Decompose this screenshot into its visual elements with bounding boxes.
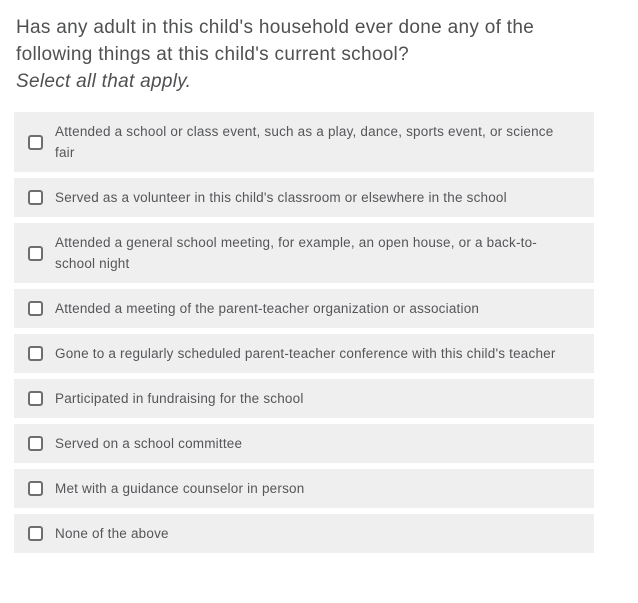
checkbox-unchecked-icon[interactable]: [28, 391, 43, 406]
option-label: Met with a guidance counselor in person: [55, 481, 305, 496]
option-label: Served as a volunteer in this child's classroom or elsewhere in the school: [55, 190, 507, 205]
checkbox-unchecked-icon[interactable]: [28, 301, 43, 316]
checkbox-unchecked-icon[interactable]: [28, 481, 43, 496]
option-row-1[interactable]: [14, 178, 594, 217]
options-list: [14, 112, 594, 553]
question-title: Has any adult in this child's household ever done any of the following things at this child's current school?: [16, 17, 535, 65]
option-row-8[interactable]: [14, 514, 594, 553]
checkbox-unchecked-icon[interactable]: [28, 526, 43, 541]
option-row-0[interactable]: [14, 112, 594, 172]
checkbox-unchecked-icon[interactable]: [28, 436, 43, 451]
option-label: Attended a general school meeting, for example, an open house, or a back-to-school night: [55, 235, 537, 271]
option-label: Attended a school or class event, such as a play, dance, sports event, or science fair: [55, 124, 554, 160]
option-row-5[interactable]: [14, 379, 594, 418]
option-label: Participated in fundraising for the school: [55, 391, 304, 406]
option-label: Served on a school committee: [55, 436, 243, 451]
checkbox-unchecked-icon[interactable]: [28, 346, 43, 361]
checkbox-unchecked-icon[interactable]: [28, 135, 43, 150]
checkbox-unchecked-icon[interactable]: [28, 190, 43, 205]
checkbox-unchecked-icon[interactable]: [28, 246, 43, 261]
option-row-6[interactable]: [14, 424, 594, 463]
option-label: Attended a meeting of the parent-teacher organization or association: [55, 301, 480, 316]
option-row-3[interactable]: [14, 289, 594, 328]
question-instruction: Select all that apply.: [16, 71, 192, 92]
option-row-2[interactable]: [14, 223, 594, 283]
option-label: None of the above: [55, 526, 169, 541]
option-row-4[interactable]: [14, 334, 594, 373]
option-label: Gone to a regularly scheduled parent-teacher conference with this child's teacher: [55, 346, 556, 361]
option-row-7[interactable]: [14, 469, 594, 508]
